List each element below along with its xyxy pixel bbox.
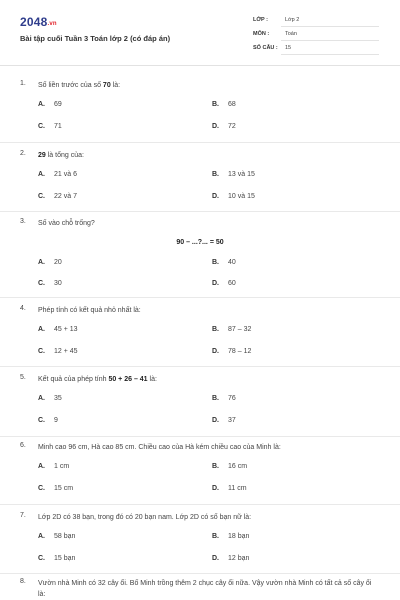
option-letter: D. bbox=[212, 555, 219, 562]
option-text: 87 – 32 bbox=[228, 326, 252, 333]
option-text: 10 và 15 bbox=[228, 193, 255, 200]
question-equation: 90 – ...?... = 50 bbox=[176, 239, 224, 246]
question-1 bbox=[0, 80, 400, 143]
question-text-post: là: bbox=[147, 376, 157, 383]
option-text: 18 bạn bbox=[228, 533, 250, 540]
option-text: 60 bbox=[228, 280, 236, 287]
option-letter: B. bbox=[212, 326, 219, 333]
option-d[interactable] bbox=[212, 417, 236, 424]
option-text: 12 + 45 bbox=[54, 348, 78, 355]
option-text: 13 và 15 bbox=[228, 171, 255, 178]
option-text: 1 cm bbox=[54, 463, 70, 470]
option-letter: D. bbox=[212, 123, 219, 130]
option-a[interactable] bbox=[38, 533, 75, 540]
option-a[interactable] bbox=[38, 463, 69, 470]
question-number: 6. bbox=[20, 442, 26, 449]
option-d[interactable] bbox=[212, 485, 247, 492]
question-number: 4. bbox=[20, 305, 26, 312]
option-letter: B. bbox=[212, 101, 219, 108]
option-letter: B. bbox=[212, 171, 219, 178]
option-text: 12 bạn bbox=[228, 555, 250, 562]
option-letter: C. bbox=[38, 555, 45, 562]
option-text: 72 bbox=[228, 123, 236, 130]
option-text: 58 bạn bbox=[54, 533, 76, 540]
option-b[interactable] bbox=[212, 326, 251, 333]
option-letter: C. bbox=[38, 123, 45, 130]
option-c[interactable] bbox=[38, 280, 62, 287]
option-letter: C. bbox=[38, 193, 45, 200]
option-text: 78 – 12 bbox=[228, 348, 252, 355]
question-5 bbox=[0, 374, 400, 437]
question-7 bbox=[0, 512, 400, 574]
option-letter: A. bbox=[38, 101, 45, 108]
meta-question-count-key: SỐ CÂU : bbox=[253, 45, 278, 51]
question-8 bbox=[0, 578, 400, 600]
option-d[interactable] bbox=[212, 348, 251, 355]
logo-main: 2048 bbox=[20, 15, 48, 29]
question-number: 8. bbox=[20, 578, 26, 585]
option-c[interactable] bbox=[38, 555, 75, 562]
logo-tld: .vn bbox=[47, 21, 57, 27]
option-letter: B. bbox=[212, 533, 219, 540]
option-letter: B. bbox=[212, 395, 219, 402]
option-letter: C. bbox=[38, 417, 45, 424]
option-letter: B. bbox=[212, 259, 219, 266]
option-b[interactable] bbox=[212, 463, 247, 470]
option-text: 45 + 13 bbox=[54, 326, 78, 333]
option-letter: A. bbox=[38, 463, 45, 470]
option-letter: B. bbox=[212, 463, 219, 470]
option-text: 37 bbox=[228, 417, 236, 424]
option-text: 16 cm bbox=[228, 463, 248, 470]
option-text: 71 bbox=[54, 123, 62, 130]
question-3 bbox=[0, 218, 400, 298]
option-text: 21 và 6 bbox=[54, 171, 77, 178]
meta-subject bbox=[253, 31, 379, 43]
option-c[interactable] bbox=[38, 417, 58, 424]
option-a[interactable] bbox=[38, 101, 62, 108]
option-d[interactable] bbox=[212, 280, 236, 287]
option-letter: C. bbox=[38, 280, 45, 287]
option-letter: D. bbox=[212, 193, 219, 200]
option-c[interactable] bbox=[38, 485, 73, 492]
meta-subject-key: MÔN : bbox=[253, 31, 270, 37]
question-number: 1. bbox=[20, 80, 26, 87]
option-text: 22 và 7 bbox=[54, 193, 77, 200]
meta-subject-value: Toán bbox=[285, 31, 297, 37]
option-text: 69 bbox=[54, 101, 62, 108]
option-text: 15 cm bbox=[54, 485, 74, 492]
option-text: 30 bbox=[54, 280, 62, 287]
question-text-pre: Số liền trước của số bbox=[38, 82, 103, 89]
option-b[interactable] bbox=[212, 533, 249, 540]
question-text-pre: Kết quả của phép tính bbox=[38, 376, 109, 383]
question-text: Vườn nhà Minh có 32 cây ổi. Bố Minh trồng thêm 2 chục cây ổi nữa. Vậy vườn nhà Minh có tất cả số cây ổi là: bbox=[38, 580, 372, 598]
site-logo[interactable] bbox=[20, 15, 57, 29]
meta-class-value: Lớp 2 bbox=[285, 17, 300, 23]
option-letter: D. bbox=[212, 348, 219, 355]
question-text bbox=[38, 80, 378, 91]
question-number: 3. bbox=[20, 218, 26, 225]
option-text: 15 bạn bbox=[54, 555, 76, 562]
option-d[interactable] bbox=[212, 123, 236, 130]
meta-question-count-value: 15 bbox=[285, 45, 292, 51]
option-text: 35 bbox=[54, 395, 62, 402]
option-letter: A. bbox=[38, 533, 45, 540]
option-letter: A. bbox=[38, 171, 45, 178]
option-letter: C. bbox=[38, 485, 45, 492]
option-c[interactable] bbox=[38, 123, 62, 130]
meta-question-count-underline bbox=[281, 54, 379, 55]
option-a[interactable] bbox=[38, 259, 62, 266]
question-text bbox=[38, 150, 378, 161]
question-text-post: là tổng của: bbox=[45, 152, 84, 159]
option-a[interactable] bbox=[38, 326, 78, 333]
meta-class bbox=[253, 17, 379, 29]
question-text-bold: 70 bbox=[102, 82, 111, 89]
option-letter: A. bbox=[38, 395, 45, 402]
question-text: Số vào chỗ trống? bbox=[38, 220, 95, 227]
option-a[interactable] bbox=[38, 171, 77, 178]
question-text: Phép tính có kết quả nhỏ nhất là: bbox=[38, 307, 141, 314]
question-4 bbox=[0, 305, 400, 367]
question-number: 2. bbox=[20, 150, 26, 157]
option-text: 20 bbox=[54, 259, 62, 266]
document-title: Bài tập cuối Tuần 3 Toán lớp 2 (có đáp án) bbox=[20, 34, 171, 43]
option-text: 9 bbox=[54, 417, 58, 424]
question-text-bold: 29 bbox=[38, 152, 46, 159]
question-2 bbox=[0, 150, 400, 212]
option-b[interactable] bbox=[212, 395, 236, 402]
worksheet-header bbox=[0, 0, 400, 66]
meta-class-underline bbox=[281, 26, 379, 27]
question-text bbox=[38, 374, 378, 385]
question-number: 5. bbox=[20, 374, 26, 381]
question-text-bold: 50 + 26 – 41 bbox=[108, 376, 148, 383]
option-b[interactable] bbox=[212, 259, 236, 266]
question-6 bbox=[0, 442, 400, 505]
meta-subject-underline bbox=[281, 40, 379, 41]
option-text: 68 bbox=[228, 101, 236, 108]
option-d[interactable] bbox=[212, 193, 255, 200]
option-text: 76 bbox=[228, 395, 236, 402]
question-number: 7. bbox=[20, 512, 26, 519]
option-letter: A. bbox=[38, 259, 45, 266]
option-letter: A. bbox=[38, 326, 45, 333]
question-text: Minh cao 96 cm, Hà cao 85 cm. Chiều cao của Hà kém chiều cao của Minh là: bbox=[38, 444, 281, 451]
option-c[interactable] bbox=[38, 348, 78, 355]
meta-class-key: LỚP : bbox=[253, 17, 268, 23]
option-b[interactable] bbox=[212, 171, 255, 178]
option-letter: C. bbox=[38, 348, 45, 355]
meta-question-count bbox=[253, 45, 379, 57]
option-text: 11 cm bbox=[228, 485, 247, 492]
option-d[interactable] bbox=[212, 555, 249, 562]
option-c[interactable] bbox=[38, 193, 77, 200]
option-a[interactable] bbox=[38, 395, 62, 402]
option-letter: D. bbox=[212, 280, 219, 287]
option-text: 40 bbox=[228, 259, 236, 266]
option-letter: D. bbox=[212, 417, 219, 424]
option-b[interactable] bbox=[212, 101, 236, 108]
option-letter: D. bbox=[212, 485, 219, 492]
question-text: Lớp 2D có 38 bạn, trong đó có 20 bạn nam. Lớp 2D có số bạn nữ là: bbox=[38, 514, 252, 521]
question-text-post: là: bbox=[110, 82, 121, 89]
